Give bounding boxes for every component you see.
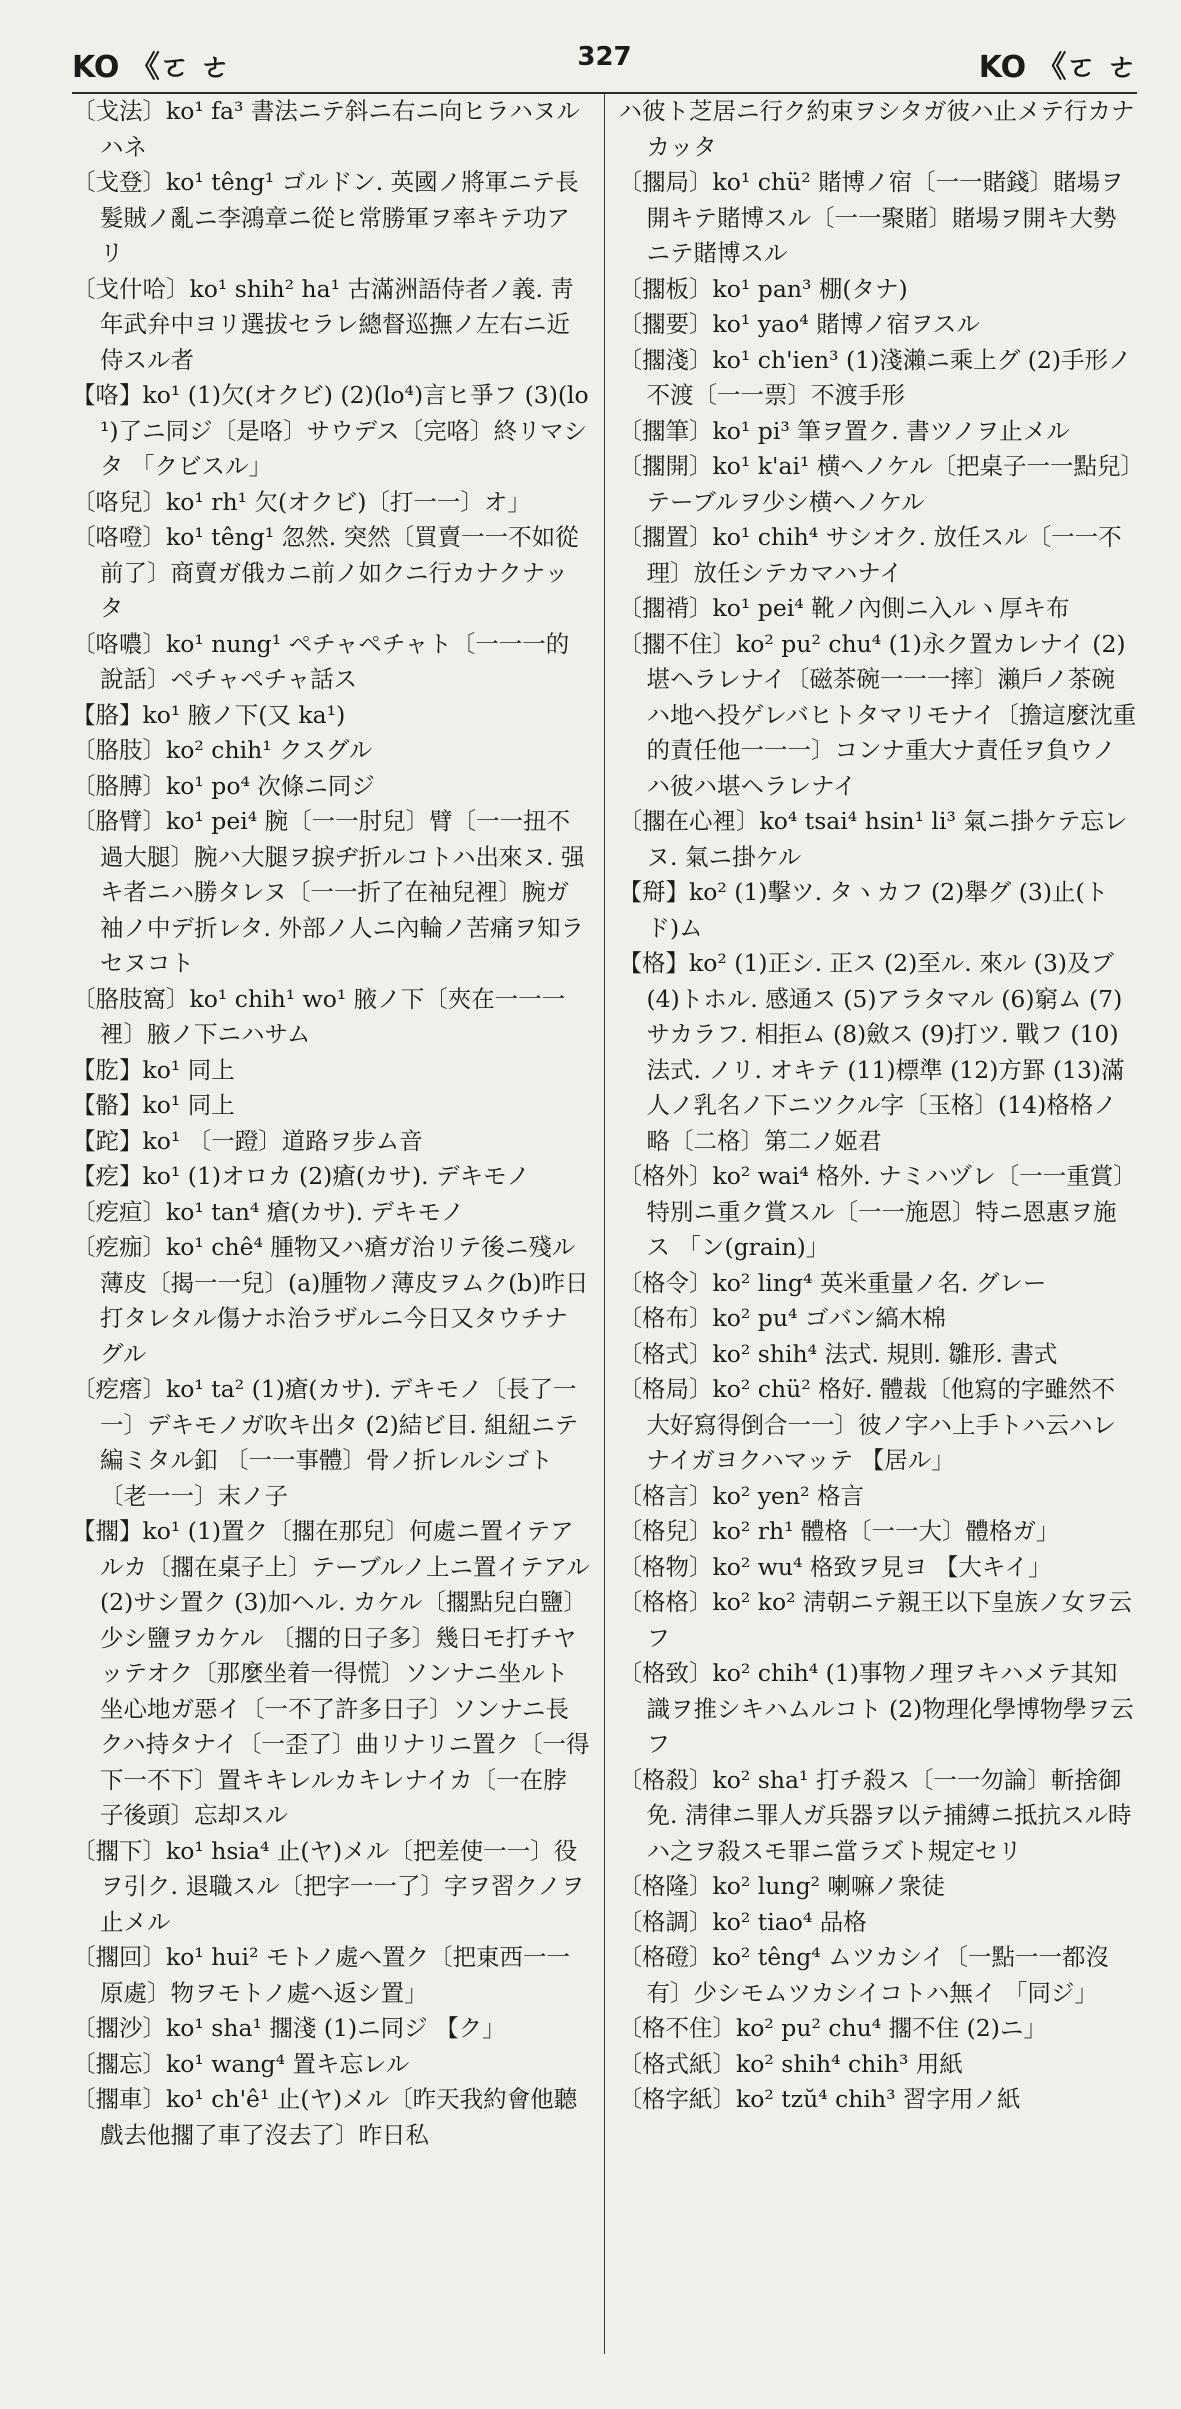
dictionary-entry: 〔咯兒〕ko¹ rh¹ 欠(オクビ)〔打一一〕オ」 bbox=[72, 487, 531, 516]
dictionary-entry: 〔疙痂〕ko¹ chê⁴ 腫物又ハ瘡ガ治リテ後ニ殘ル薄皮〔揭一一兒〕(a)腫物ノ薄皮ヲムク(b)昨日打タレタル傷ナホ治ラザルニ今日又タウチナグル bbox=[72, 1233, 589, 1368]
dictionary-entry: 〔格不住〕ko² pu² chu⁴ 擱不住 (2)ニ」 bbox=[618, 2014, 1047, 2042]
dictionary-entry: 〔胳臂〕ko¹ pei⁴ 腕〔一一肘兒〕臂〔一一扭不過大腿〕腕ハ大腿ヲ捩ヂ折ルコトハ出來ヌ. 强キ者ニハ勝タレヌ〔一一折了在袖兒裡〕腕ガ袖ノ中デ折レタ. 外部ノ人ニ內輪ノ苦痛ヲ知ラセヌコト bbox=[72, 807, 585, 977]
dictionary-entry: 〔格外〕ko² wai⁴ 格外. ナミハヅレ〔一一重賞〕特別ニ重ク賞スル〔一一施恩〕特ニ恩惠ヲ施ス 「ン(grain)」 bbox=[618, 1162, 1137, 1261]
dictionary-entry: 〔格格〕ko² ko² 淸朝ニテ親王以下皇族ノ女ヲ云フ bbox=[618, 1588, 1133, 1652]
dictionary-entry: 【胳】ko¹ 腋ノ下(又 ka¹) bbox=[72, 700, 346, 729]
dictionary-entry: 〔格令〕ko² ling⁴ 英米重量ノ名. グレー bbox=[618, 1268, 1047, 1297]
dictionary-entry: 〔格兒〕ko² rh¹ 體格〔一一大〕體格ガ」 bbox=[618, 1517, 1060, 1545]
dictionary-entry: 〔戈法〕ko¹ fa³ 書法ニテ斜ニ右ニ向ヒラハヌルハネ bbox=[72, 97, 580, 161]
dictionary-entry: 【咯】ko¹ (1)欠(オクビ) (2)(lo⁴)言ヒ爭フ (3)(lo¹)了ニ同ジ〔是咯〕サウデス〔完咯〕終リマシタ 「クビスル」 bbox=[72, 381, 589, 480]
dictionary-entry: 〔格局〕ko² chü² 格好. 體裁〔他寫的字雖然不大好寫得倒合一一〕彼ノ字ハ上手トハ云ハレナイガヨクハマッテ 【居ル」 bbox=[618, 1375, 1117, 1474]
dictionary-entry: 〔擱不住〕ko² pu² chu⁴ (1)永ク置カレナイ (2)堪ヘラレナイ〔磁茶碗一一一摔〕瀨戶ノ茶碗ハ地ヘ投ゲレバヒトタマリモナイ〔擔這麼沈重的責任他一一一〕コンナ重大ナ責任ヲ負ウノハ彼ハ堪ヘラレナイ bbox=[618, 629, 1137, 800]
dictionary-entry: 〔胳肢窩〕ko¹ chih¹ wo¹ 腋ノ下〔夾在一一一裡〕腋ノ下ニハサム bbox=[72, 984, 566, 1048]
dictionary-entry: 【肐】ko¹ 同上 bbox=[72, 1055, 235, 1084]
dictionary-entry: 〔擱禙〕ko¹ pei⁴ 靴ノ內側ニ入ルヽ厚キ布 bbox=[618, 594, 1070, 622]
page-number: 327 bbox=[577, 42, 632, 72]
header-right: KO 《ㄛ ㄜ bbox=[978, 50, 1137, 85]
dictionary-entry: 〔咯噥〕ko¹ nung¹ ペチャペチャト〔一一一的說話〕ペチャペチャ話ス bbox=[72, 629, 570, 693]
dictionary-entry: 〔格布〕ko² pu⁴ ゴバン縞木棉 bbox=[618, 1304, 946, 1332]
page-header bbox=[72, 42, 1137, 88]
columns bbox=[72, 94, 1137, 2354]
dictionary-entry: 〔擱回〕ko¹ hui² モトノ處ヘ置ク〔把東西一一原處〕物ヲモトノ處ヘ返シ置」 bbox=[72, 1943, 571, 2007]
dictionary-entry: 〔格言〕ko² yen² 格言 bbox=[618, 1481, 864, 1510]
dictionary-entry: 〔咯噔〕ko¹ têng¹ 忽然. 突然〔買賣一一不如從前了〕商賣ガ俄カニ前ノ如クニ行カナクナッタ bbox=[72, 523, 579, 622]
dictionary-entry: 【擱】ko¹ (1)置ク〔擱在那兒〕何處ニ置イテアルカ〔擱在桌子上〕テーブルノ上ニ置イテアル (2)サシ置ク (3)加ヘル. カケル〔擱點兒白鹽〕少シ鹽ヲカケル 〔擱的日子多〕幾日モ打チヤッテオク〔那麼坐着一得慌〕ソンナニ坐ルト坐心地ガ惡イ〔一不了許多日子〕ソンナニ長クハ持タナイ〔一歪了〕曲リナリニ置ク〔一得下一不下〕置キキレルカキレナイカ〔一在脖子後頭〕忘却スル bbox=[72, 1517, 590, 1829]
dictionary-entry: 〔格隆〕ko² lung² 喇嘛ノ衆徒 bbox=[618, 1872, 945, 1900]
dictionary-entry: 〔戈什哈〕ko¹ shih² ha¹ 古滿洲語侍者ノ義. 靑年武弁中ヨリ選拔セラレ總督巡撫ノ左右ニ近侍スル者 bbox=[72, 274, 574, 374]
dictionary-entry: 【搿】ko² (1)擊ツ. タヽカフ (2)舉グ (3)止(トド)ム bbox=[618, 878, 1109, 942]
dictionary-entry: 〔擱在心裡〕ko⁴ tsai⁴ hsin¹ li³ 氣ニ掛ケテ忘レヌ. 氣ニ掛ケル bbox=[618, 807, 1128, 871]
dictionary-entry: 〔擱局〕ko¹ chü² 賭博ノ宿〔一一賭錢〕賭場ヲ開キテ賭博スル〔一一聚賭〕賭場ヲ開キ大勢ニテ賭博スル bbox=[618, 168, 1124, 267]
dictionary-entry: 〔擱筆〕ko¹ pi³ 筆ヲ置ク. 書ツノヲ止メル bbox=[618, 416, 1070, 445]
dictionary-entry: 〔擱開〕ko¹ k'ai¹ 横ヘノケル〔把桌子一一點兒〕テーブルヲ少シ横ヘノケル bbox=[618, 452, 1133, 516]
header-left: KO 《ㄛ ㄜ bbox=[72, 50, 231, 85]
dictionary-entry: 【格】ko² (1)正シ. 正ス (2)至ル. 來ル (3)及ブ (4)トホル. 感通ス (5)アラタマル (6)窮ム (7)サカラフ. 相拒ム (8)斂ス (9)打ツ. 戰フ (10)法式. ノリ. オキテ (11)標準 (12)方罫 (13)滿人ノ乳名ノ下ニツクル字〔玉格〕(14)格格ノ略〔二格〕第二ノ姬君 bbox=[618, 949, 1125, 1155]
dictionary-entry: 〔格調〕ko² tiao⁴ 品格 bbox=[618, 1907, 867, 1936]
dictionary-entry: 〔格式〕ko² shih⁴ 法式. 規則. 雛形. 書式 bbox=[618, 1339, 1058, 1368]
dictionary-entry: 〔胳肢〕ko² chih¹ クスグル bbox=[72, 736, 373, 764]
dictionary-entry: ハ彼ト芝居ニ行ク約束ヲシタガ彼ハ止メテ行カナカッタ bbox=[618, 97, 1135, 161]
dictionary-entry: 〔戈登〕ko¹ têng¹ ゴルドン. 英國ノ將軍ニテ長髮賊ノ亂ニ李鴻章ニ從ヒ常勝軍ヲ率キテ功アリ bbox=[72, 168, 579, 267]
left-column bbox=[72, 94, 605, 2354]
dictionary-entry: 〔擱車〕ko¹ ch'ê¹ 止(ヤ)メル〔昨天我約會他聽戲去他擱了車了沒去了〕昨日私 bbox=[72, 2085, 578, 2149]
dictionary-entry: 〔格致〕ko² chih⁴ (1)事物ノ理ヲキハメテ其知識ヲ推シキハムルコト (2)物理化學博物學ヲ云フ bbox=[618, 1659, 1134, 1758]
dictionary-entry: 〔擱沙〕ko¹ sha¹ 擱淺 (1)ニ同ジ 【ク」 bbox=[72, 2014, 506, 2042]
dictionary-entry: 〔胳膊〕ko¹ po⁴ 次條ニ同ジ bbox=[72, 771, 375, 800]
dictionary-entry: 【跎】ko¹ 〔一蹬〕道路ヲ步ム音 bbox=[72, 1126, 423, 1155]
dictionary-entry: 〔格字紙〕ko² tzŭ⁴ chih³ 習字用ノ紙 bbox=[618, 2085, 1021, 2113]
dictionary-entry: 【骼】ko¹ 同上 bbox=[72, 1091, 235, 1119]
dictionary-entry: 〔疙瘩〕ko¹ ta² (1)瘡(カサ). デキモノ〔長了一一〕デキモノガ吹キ出タ (2)結ビ目. 組紐ニテ編ミタル釦 〔一一事體〕骨ノ折レルシゴト〔老一一〕末ノ子 bbox=[72, 1375, 579, 1510]
dictionary-entry: 〔擱要〕ko¹ yao⁴ 賭博ノ宿ヲスル bbox=[618, 310, 980, 338]
dictionary-entry: 〔擱板〕ko¹ pan³ 棚(タナ) bbox=[618, 274, 908, 303]
dictionary-entry: 〔疙疸〕ko¹ tan⁴ 瘡(カサ). デキモノ bbox=[72, 1197, 465, 1226]
dictionary-entry: 〔擱淺〕ko¹ ch'ien³ (1)淺瀨ニ乘上グ (2)手形ノ不渡〔一一票〕不渡手形 bbox=[618, 345, 1132, 409]
dictionary-entry: 〔擱忘〕ko¹ wang⁴ 置キ忘レル bbox=[72, 2049, 410, 2078]
right-column bbox=[605, 94, 1138, 2354]
dictionary-entry: 〔格式紙〕ko² shih⁴ chih³ 用紙 bbox=[618, 2049, 963, 2078]
dictionary-entry: 〔擱置〕ko¹ chih⁴ サシオク. 放任スル〔一一不理〕放任シテカマハナイ bbox=[618, 523, 1122, 587]
dictionary-entry: 【疙】ko¹ (1)オロカ (2)瘡(カサ). デキモノ bbox=[72, 1162, 530, 1190]
dictionary-entry: 〔格物〕ko² wu⁴ 格致ヲ見ヨ 【大キイ」 bbox=[618, 1552, 1052, 1581]
dictionary-entry: 〔擱下〕ko¹ hsia⁴ 止(ヤ)メル〔把差使一一〕役ヲ引ク. 退職スル〔把字一一了〕字ヲ習クノヲ止メル bbox=[72, 1836, 585, 1936]
dictionary-entry: 〔格磴〕ko² têng⁴ ムツカシイ〔一點一一都沒有〕少シモムツカシイコトハ無イ 「同ジ」 bbox=[618, 1943, 1110, 2007]
dictionary-entry: 〔格殺〕ko² sha¹ 打チ殺ス〔一一勿論〕斬捨御免. 淸律ニ罪人ガ兵器ヲ以テ捕縛ニ抵抗スル時ハ之ヲ殺スモ罪ニ當ラズト規定セリ bbox=[618, 1765, 1132, 1865]
